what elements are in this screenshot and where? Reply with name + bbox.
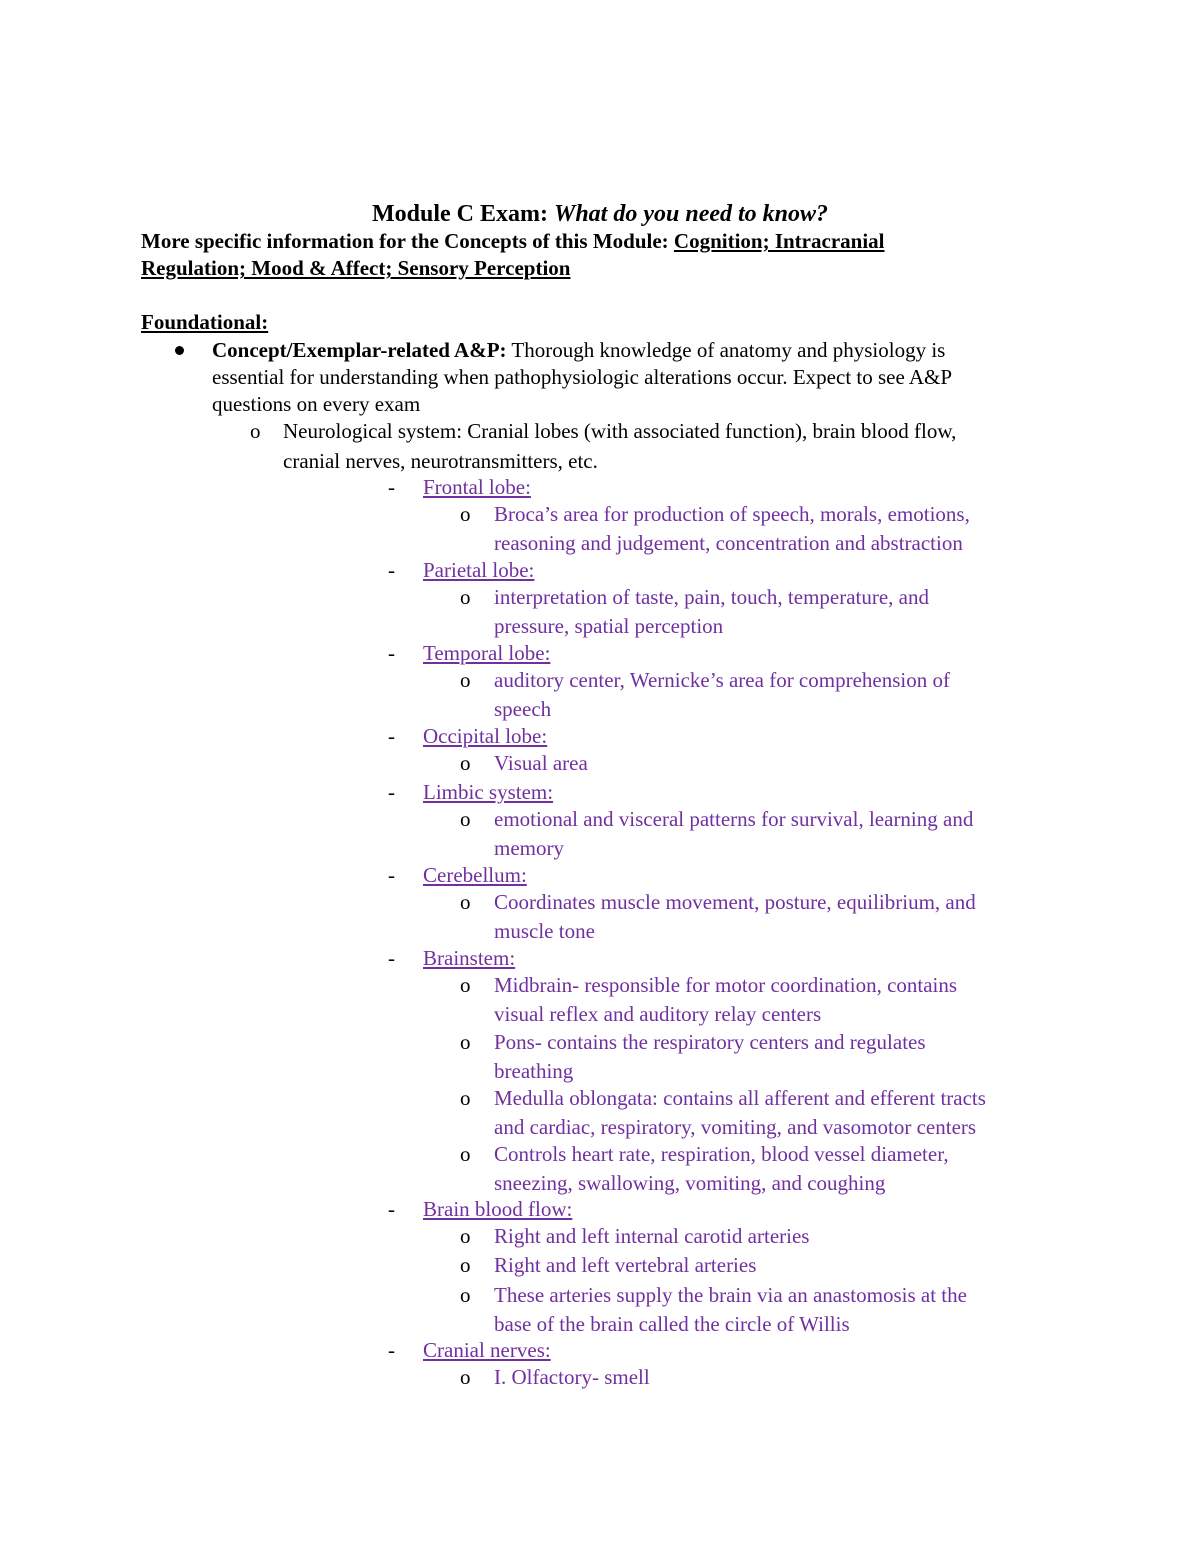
section-heading: Brainstem:: [423, 946, 516, 970]
circle-marker: o: [460, 585, 471, 609]
section-item-text: Coordinates muscle movement, posture, equilibrium, and: [494, 890, 976, 914]
section-item-text: Controls heart rate, respiration, blood vessel diameter,: [494, 1142, 949, 1166]
dash-marker: -: [388, 1338, 395, 1362]
section-item-text: I. Olfactory- smell: [494, 1365, 650, 1389]
section-item-text: Medulla oblongata: contains all afferent and efferent tracts: [494, 1086, 986, 1110]
section-heading: Occipital lobe:: [423, 724, 548, 748]
dash-marker: -: [388, 863, 395, 887]
neuro-line-2: cranial nerves, neurotransmitters, etc.: [283, 449, 598, 473]
bullet-label: Concept/Exemplar-related A&P:: [212, 338, 507, 362]
dash-marker: -: [388, 641, 395, 665]
circle-marker: o: [460, 1365, 471, 1389]
circle-marker: o: [460, 668, 471, 692]
dash-marker: -: [388, 946, 395, 970]
dash-marker: -: [388, 724, 395, 748]
section-heading: Brain blood flow:: [423, 1197, 573, 1221]
dash-marker: -: [388, 1197, 395, 1221]
section-item-text: Midbrain- responsible for motor coordination, contains: [494, 973, 958, 997]
section-item-text: memory: [494, 836, 564, 860]
page-title: Module C Exam: What do you need to know?: [371, 201, 829, 227]
title-italic: What do you need to know?: [553, 201, 829, 227]
foundational-heading: Foundational:: [141, 310, 269, 334]
circle-marker: o: [460, 1086, 471, 1110]
section-heading: Limbic system:: [423, 780, 554, 804]
section-item-text: speech: [494, 697, 552, 721]
section-heading: Cerebellum:: [423, 863, 527, 887]
dash-marker: -: [388, 780, 395, 804]
section-heading: Parietal lobe:: [423, 558, 535, 582]
section-item-text: sneezing, swallowing, vomiting, and coughing: [494, 1171, 886, 1195]
section-item-text: interpretation of taste, pain, touch, temperature, and: [494, 585, 930, 609]
bullet-line-1: Concept/Exemplar-related A&P: Thorough knowledge of anatomy and physiology is: [212, 338, 946, 362]
page-subtitle: More specific information for the Concepts of this Module: Cognition; Intracranial Regulation; Mood & Affect; Sensory Perception: [141, 229, 885, 280]
subtitle-concepts: Cognition; Intracranial: [673, 229, 885, 253]
circle-marker: o: [460, 1142, 471, 1166]
bullet-line-2: essential for understanding when pathophysiologic alterations occur. Expect to see A&P: [212, 365, 953, 389]
section-item-text: breathing: [494, 1059, 574, 1083]
section-item-text: reasoning and judgement, concentration and abstraction: [494, 531, 963, 555]
section-item-text: Right and left vertebral arteries: [494, 1253, 757, 1277]
circle-marker: o: [460, 502, 471, 526]
circle-marker: o: [460, 890, 471, 914]
section-item-text: base of the brain called the circle of Willis: [494, 1312, 850, 1336]
section-item-text: Broca’s area for production of speech, morals, emotions,: [494, 502, 970, 526]
circle-marker: o: [460, 751, 471, 775]
section-heading: Cranial nerves:: [423, 1338, 551, 1362]
neuro-line-1: Neurological system: Cranial lobes (with associated function), brain blood flow,: [283, 419, 957, 443]
circle-marker: o: [460, 1253, 471, 1277]
bullet-line-3: questions on every exam: [212, 392, 421, 416]
section-item-text: and cardiac, respiratory, vomiting, and vasomotor centers: [494, 1115, 977, 1139]
section-item-text: Visual area: [494, 751, 588, 775]
circle-marker: o: [460, 1224, 471, 1248]
dash-marker: -: [388, 475, 395, 499]
bullet-dot: [175, 346, 184, 355]
circle-marker: o: [460, 973, 471, 997]
section-item-text: pressure, spatial perception: [494, 614, 724, 638]
circle-marker: o: [460, 1030, 471, 1054]
circle-marker: o: [250, 419, 261, 443]
section-item-text: Pons- contains the respiratory centers and regulates: [494, 1030, 926, 1054]
subtitle-concepts-cont: Regulation; Mood & Affect; Sensory Perception: [141, 256, 571, 280]
section-item-text: muscle tone: [494, 919, 595, 943]
section-item-text: visual reflex and auditory relay centers: [494, 1002, 822, 1026]
section-heading: Frontal lobe:: [423, 475, 531, 499]
dash-marker: -: [388, 558, 395, 582]
section-item-text: emotional and visceral patterns for survival, learning and: [494, 807, 974, 831]
section-item-text: These arteries supply the brain via an anastomosis at the: [494, 1283, 967, 1307]
circle-marker: o: [460, 807, 471, 831]
circle-marker: o: [460, 1283, 471, 1307]
section-heading: Temporal lobe:: [423, 641, 551, 665]
section-item-text: Right and left internal carotid arteries: [494, 1224, 810, 1248]
section-item-text: auditory center, Wernicke’s area for comprehension of: [494, 668, 950, 692]
